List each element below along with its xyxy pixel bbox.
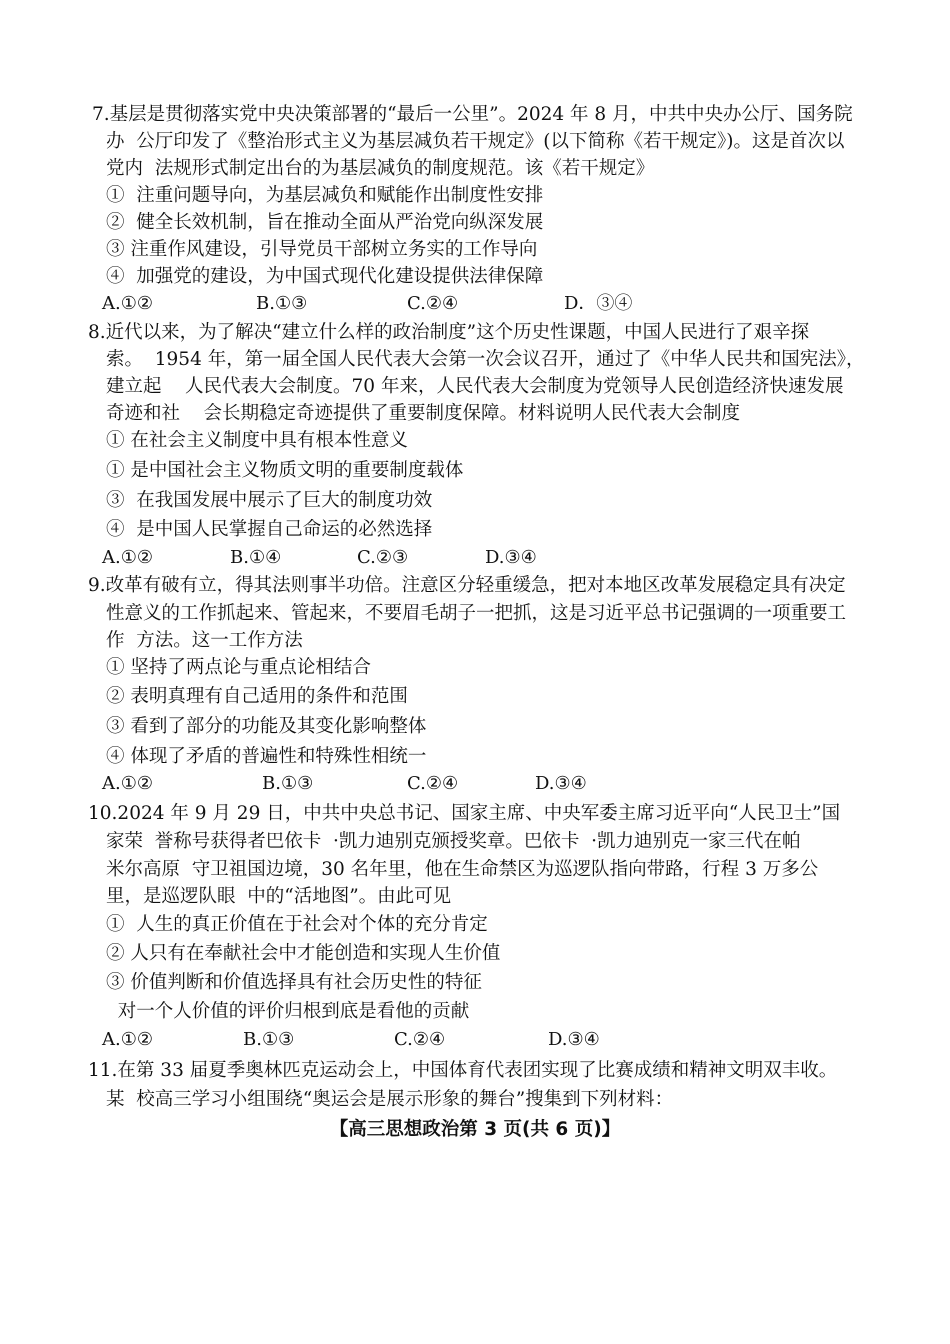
q7-option-d: D．③④ (564, 293, 633, 314)
q7-options (102, 292, 862, 316)
q8-option-c: C.②③ (357, 547, 409, 568)
q10-option-d: D.③④ (548, 1029, 600, 1050)
q8-item: ① 是中国社会主义物质文明的重要制度载体 (106, 460, 464, 481)
q10-stem-line: 家荣 誉称号获得者巴依卡 ·凯力迪别克颁授奖章。巴依卡 ·凯力迪别克一家三代在帕 (106, 831, 801, 852)
q7-item: ② 健全长效机制，旨在推动全面从严治党向纵深发展 (106, 212, 544, 233)
q8-stem-line: 8.近代以来，为了解决“建立什么样的政治制度”这个历史性课题，中国人民进行了艰辛探 (88, 322, 810, 343)
q8-item: ③ 在我国发展中展示了巨大的制度功效 (106, 490, 433, 511)
q10-item: ③ 价值判断和价值选择具有社会历史性的特征 (106, 972, 482, 993)
q10-option-c: C.②④ (394, 1029, 446, 1050)
q10-item: ① 人生的真正价值在于社会对个体的充分肯定 (106, 914, 488, 935)
q9-stem-line: 作 方法。这一工作方法 (106, 630, 303, 651)
q8-option-b: B.①④ (230, 547, 282, 568)
q7-stem-line: 7.基层是贯彻落实党中央决策部署的“最后一公里”。2024 年 8 月，中共中央办公厅、国务院 (92, 104, 853, 125)
q8-item: ④ 是中国人民掌握自己命运的必然选择 (106, 519, 433, 540)
page-footer: 【高三思想政治第 3 页(共 6 页)】 (329, 1119, 621, 1140)
q9-stem-line: 性意义的工作抓起来、管起来，不要眉毛胡子一把抓，这是习近平总书记强调的一项重要工 (106, 603, 847, 624)
q7-item: ① 注重问题导向，为基层减负和赋能作出制度性安排 (106, 185, 544, 206)
q10-options (102, 1028, 862, 1052)
q9-option-d: D.③④ (535, 773, 587, 794)
q7-stem-line: 办 公厅印发了《整治形式主义为基层减负若干规定》(以下简称《若干规定》)。这是首次以 (106, 131, 845, 152)
q7-item: ③ 注重作风建设，引导党员干部树立务实的工作导向 (106, 239, 538, 260)
q9-stem-line: 9.改革有破有立，得其法则事半功倍。注意区分轻重缓急，把对本地区改革发展稳定具有决定 (88, 575, 846, 596)
q10-option-b: B.①③ (243, 1029, 295, 1050)
q11-stem-line: 某 校高三学习小组围绕“奥运会是展示形象的舞台”搜集到下列材料： (106, 1089, 674, 1110)
q8-item: ① 在社会主义制度中具有根本性意义 (106, 430, 408, 451)
q7-option-b: B.①③ (256, 293, 308, 314)
q10-option-a: A.①② (102, 1029, 153, 1050)
q7-option-a: A.①② (102, 293, 153, 314)
q9-option-c: C.②④ (407, 773, 459, 794)
q9-item: ① 坚持了两点论与重点论相结合 (106, 657, 371, 678)
q10-item: 对一个人价值的评价归根到底是看他的贡献 (106, 1001, 470, 1022)
q8-stem-line: 索。 1954 年，第一届全国人民代表大会第一次会议召开，通过了《中华人民共和国宪法》， (106, 349, 865, 370)
q7-stem-line: 党内 法规形式制定出台的为基层减负的制度规范。该《若干规定》 (106, 158, 655, 179)
q9-options (102, 772, 862, 796)
q9-option-a: A.①② (102, 773, 153, 794)
q8-stem-line: 建立起 人民代表大会制度。70 年来，人民代表大会制度为党领导人民创造经济快速发展 (106, 376, 844, 397)
q8-option-a: A.①② (102, 547, 153, 568)
q9-item: ④ 体现了矛盾的普遍性和特殊性相统一 (106, 746, 427, 767)
q9-item: ③ 看到了部分的功能及其变化影响整体 (106, 716, 427, 737)
q9-item: ② 表明真理有自己适用的条件和范围 (106, 686, 408, 707)
q7-option-c: C.②④ (407, 293, 459, 314)
q8-options (102, 546, 862, 570)
q7-item: ④ 加强党的建设，为中国式现代化建设提供法律保障 (106, 266, 544, 287)
q9-option-b: B.①③ (262, 773, 314, 794)
q8-option-d: D.③④ (485, 547, 537, 568)
q10-stem-line: 米尔高原 守卫祖国边境，30 名年里，他在生命禁区为巡逻队指向带路，行程 3 万多公 (106, 859, 819, 880)
q10-stem-line: 里，是巡逻队眼 中的“活地图”。由此可见 (106, 886, 452, 907)
q10-item: ② 人只有在奉献社会中才能创造和实现人生价值 (106, 943, 501, 964)
q11-stem-line: 11.在第 33 届夏季奥林匹克运动会上，中国体育代表团实现了比赛成绩和精神文明双丰收。 (88, 1060, 838, 1081)
q10-stem-line: 10.2024 年 9 月 29 日，中共中央总书记、国家主席、中央军委主席习近平向“人民卫士”国 (88, 803, 841, 824)
q8-stem-line: 奇迹和社 会长期稳定奇迹提供了重要制度保障。材料说明人民代表大会制度 (106, 403, 741, 424)
